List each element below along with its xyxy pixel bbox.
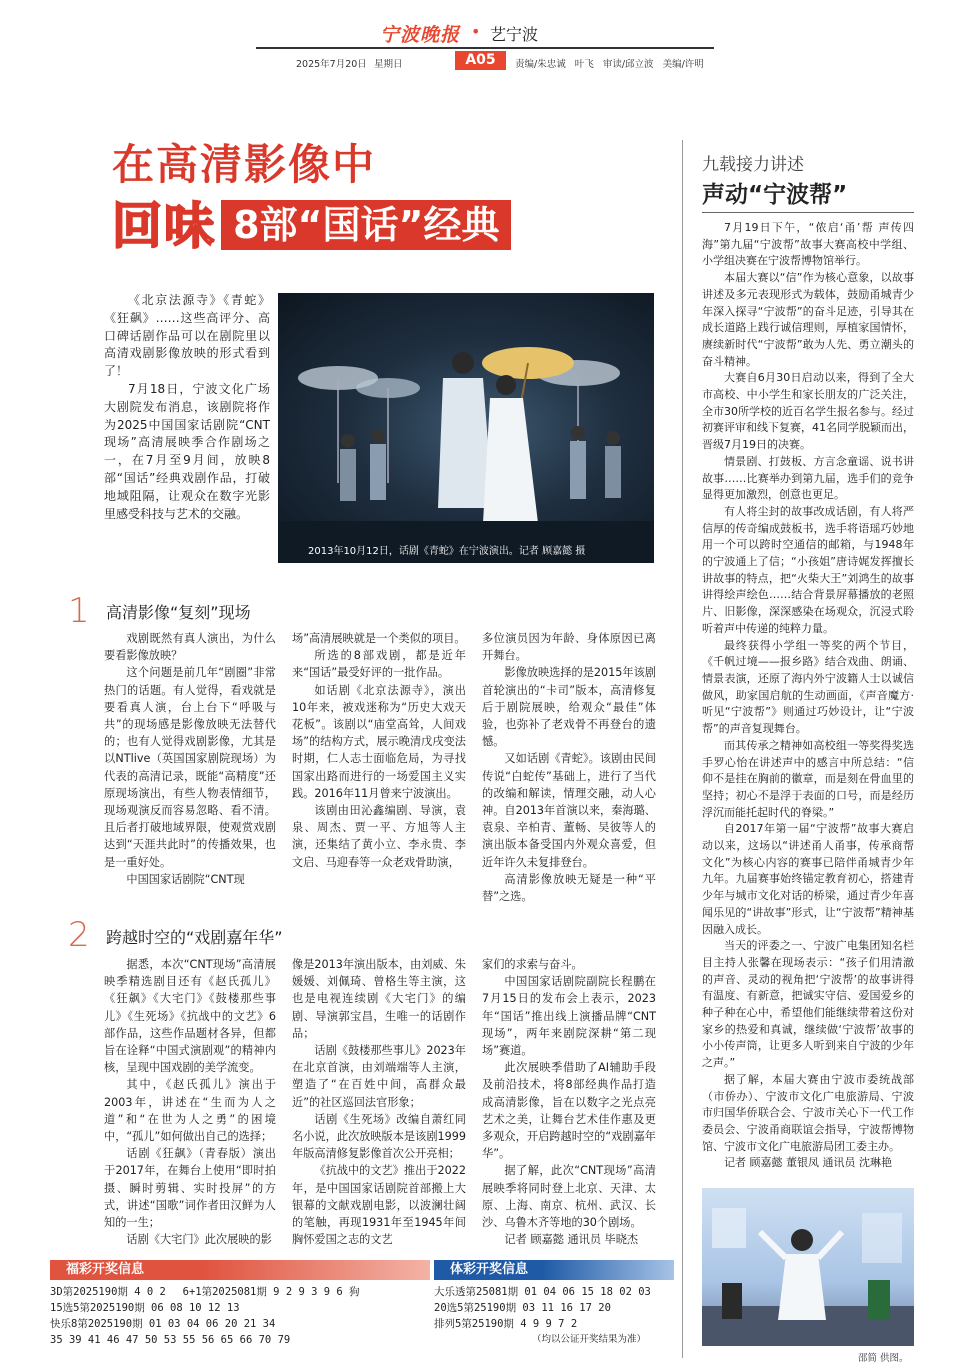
paragraph: 戏剧既然有真人演出，为什么要看影像放映？ — [104, 632, 276, 663]
welfare-line: 35 39 41 46 47 50 53 55 56 65 66 70 79 — [50, 1334, 291, 1346]
paragraph: 多位演员因为年龄、身体原因已离开舞台。 — [482, 632, 656, 663]
paragraph: 本届大赛以“信”作为核心意象，以故事讲述及多元表现形式为载体，鼓励甬城青少年深入探寻“宁波帮”的奋斗足迹，引导其在成长道路上践行诚信理则，厚植家国情怀，赓续新时代“宁波帮”敢为人先、勇立潮头的奋斗精神。 — [702, 271, 914, 368]
paragraph: 如话剧《北京法源寺》，演出10年来，被戏迷称为“历史大戏天花板”。该剧以“庙堂高耸，人间戏场”的结构方式，展示晚清戊戌变法时期，仁人志士面临危局，为寻找国家出路而进行的一场爱国主义实践。2016年11月曾来宁波演出。 — [292, 683, 466, 800]
lead-photo-caption: 2013年10月12日，话剧《青蛇》在宁波演出。记者 顾嘉懿 摄 — [308, 546, 586, 557]
paragraph: 家们的求索与奋斗。 — [482, 958, 583, 971]
performer-illustration — [702, 1188, 914, 1346]
paragraph: 该剧由田沁鑫编剧、导演，袁泉、周杰、贾一平、方旭等人主演，还集结了黄小立、李永贵、李文启、马迎春等一众老戏骨助演， — [292, 804, 466, 869]
lead-paragraph: 《北京法源寺》《青蛇》《狂飙》……这些高评分、高口碑话剧作品可以在剧院里以高清戏剧影像放映的形式看到了！ — [104, 293, 270, 379]
editor-credits — [515, 56, 704, 70]
section-2-number: 2 — [68, 915, 90, 955]
welfare-line: 15选5第2025190期 06 08 10 12 13 — [50, 1302, 240, 1314]
page-number: A05 — [465, 52, 496, 68]
byline: 记者 顾嘉懿 董银凤 通讯员 沈琳艳 — [724, 1156, 892, 1170]
paragraph: 高清影像放映无疑是一种“平替”之选。 — [482, 872, 656, 904]
section-1-column-1 — [104, 630, 276, 888]
paragraph: 中国国家话剧院副院长程鹏在7月15日的发布会上表示，2023年“国话”推出线上演播品牌“CNT现场”，两年来剧院深耕“第二现场”赛道。 — [482, 975, 656, 1058]
paragraph: 据了解，本届大赛由宁波市委统战部（市侨办）、宁波市文化广电旅游局、宁波市归国华侨联合会、宁波市关心下一代工作委员会、宁波甬商联谊会指导，宁波帮博物馆、宁波市文化广电旅游局团工委主办。 — [702, 1072, 914, 1153]
paragraph: 影像放映选择的是2015年该剧首轮演出的“卡司”版本，高清修复后于剧院展映，给观众“最佳”体验，也弥补了老戏骨不再登台的遗憾。 — [482, 666, 656, 749]
side-title: 声动“宁波帮” — [702, 182, 848, 208]
paragraph: 有人将尘封的故事改成话剧，有人将严信厚的传奇编成鼓板书，选手将语瑶巧妙地用一个可以跨时空通信的邮箱，与1948年的宁波通上了信；“小孩姐”唐诗娓发挥擅长讲故事的特点，把“火柴大王”刘鸿生的故事讲得绘声绘色……结合背景屏幕播放的老照片、旧影像，深深感染在场观众，沉浸式聆听着声中传递的纯粹力量。 — [702, 504, 914, 635]
issue-date: 2025年7月20日 — [296, 59, 367, 70]
headline-line-1: 在高清影像中 — [112, 140, 377, 189]
paragraph: 大赛自6月30日启动以来，得到了全大市高校、中小学生和家长朋友的广泛关注，全市30所学校的近百名学生报名参与。经过初赛评审和线下复赛，41名同学脱颖而出，晋级7月19日的决赛。 — [702, 371, 914, 452]
headline-hui-wei: 回味 — [112, 197, 216, 255]
section-1-column-2 — [292, 630, 466, 871]
byline: 记者 顾嘉懿 通讯员 毕晓杰 — [504, 1233, 639, 1247]
paragraph: 据悉，本次“CNT现场”高清展映季精选剧目还有《赵氏孤儿》《狂飙》《大宅门》《鼓楼那些事儿》《生死场》《抗战中的文艺》6部作品，这些作品题材各异，但都旨在诠释“中国式演剧观”的精神内核，呈现中国戏剧的美学流变。 — [104, 958, 276, 1075]
side-photo — [702, 1188, 914, 1346]
paragraph: 最终获得小学组一等奖的两个节目，《千帆过境——报乡路》结合戏曲、朗诵、情景表演，还原了海内外宁波籍人士以诚信做风，助家国启航的生动画面，《声音魔方·听见“宁波帮”》则通过巧妙设计，让“宁波帮”的声音复现舞台。 — [702, 638, 914, 736]
sports-lottery-title: 体彩开奖信息 — [450, 1262, 529, 1277]
section-1-column-3 — [482, 630, 656, 905]
sports-lottery — [434, 1260, 674, 1360]
section-2-column-1 — [104, 956, 276, 1248]
sports-lottery-header — [434, 1260, 674, 1280]
paragraph: 所选的8部戏剧，都是近年来“国话”最受好评的一批作品。 — [292, 649, 466, 680]
editor-2: 叶飞 — [574, 59, 594, 70]
art-editor: 美编/许明 — [662, 59, 704, 70]
paragraph: 中国国家话剧院“CNT现 — [126, 872, 245, 886]
proofreader: 审读/邱立波 — [602, 59, 654, 70]
side-body — [702, 220, 914, 1172]
side-title-rule — [702, 212, 914, 213]
editor: 责编/朱忠诚 — [515, 59, 566, 70]
issue-weekday: 星期日 — [374, 59, 403, 70]
section-2-column-2 — [292, 956, 466, 1248]
header-rule — [256, 47, 714, 49]
paragraph: 又如话剧《青蛇》。该剧由民间传说“白蛇传”基础上，进行了当代的改编和解读，情理交融，动人心神。自2013年首演以来，秦海璐、袁泉、辛柏青、董畅、吴彼等人的演出版本备受国内外观众喜爱，但近年许久未复排登台。 — [482, 752, 656, 869]
paragraph: 话剧《生死场》改编自萧红同名小说，此次放映版本是该剧1999年版高清修复影像首次公开亮相； — [292, 1112, 466, 1161]
masthead-separator: • — [471, 22, 481, 41]
lottery-note: （均以公证开奖结果为准） — [532, 1334, 647, 1345]
welfare-line: 3D第2025190期 4 0 2 6+1第2025081期 9 2 9 3 9 6 狗 — [50, 1286, 360, 1298]
paragraph: 7月19日下午，“侬启‘甬’帮 声传四海”第九届“宁波帮”故事大赛高校中学组、小学组决赛在宁波帮博物馆举行。 — [702, 221, 914, 268]
paragraph: 此次展映季借助了AI辅助手段及前沿技术，将8部经典作品打造成高清影像，旨在以数字之光点亮艺术之美，让舞台艺术佳作惠及更多观众，开启跨越时空的“戏剧嘉年华”。 — [482, 1061, 656, 1161]
paragraph: 《抗战中的文艺》推出于2022年，是中国国家话剧院首部搬上大银幕的文献戏剧电影，以波澜壮阔的笔触，再现1931年至1945年间胸怀爱国之志的文艺 — [292, 1164, 466, 1247]
paragraph: 话剧《大宅门》此次展映的影 — [126, 1233, 272, 1247]
welfare-line: 快乐8第2025190期 01 03 04 06 20 21 34 — [50, 1318, 276, 1330]
paragraph: 据了解，此次“CNT现场”高清展映季将同时登上北京、天津、太原、上海、南京、杭州、武汉、长沙、乌鲁木齐等地的30个剧场。 — [482, 1164, 656, 1230]
paragraph: 话剧《狂飙》（青春版）演出于2017年，在舞台上使用“即时拍摄、瞬时剪辑、实时投屏”的方式，讲述“国歌”词作者田汉鲜为人知的一生； — [104, 1147, 276, 1230]
side-kicker: 九载接力讲述 — [702, 155, 804, 175]
headline-classics: 8部“国话”经典 — [221, 200, 511, 250]
paragraph: 其中，《赵氏孤儿》演出于2003年，讲述在“生而为人之道”和“在世为人之勇”的困境中，“孤儿”如何做出自己的选择； — [104, 1078, 276, 1144]
section-1-number: 1 — [68, 591, 90, 631]
paragraph: 这个问题是前几年“剧圈”非常热门的话题。有人觉得，看戏就是要看真人演，台上台下“呼吸与共”的现场感是影像放映无法替代的；也有人觉得戏剧影像，尤其是以NTlive（英国国家剧院现场）为代表的高清记录，既能“高精度”还原现场演出，有些人物表情细节，现场观演反而容易忽略、看不清。且后者打破地域界限，使观赏戏剧达到“天涯共此时”的传播效果，也是一重好处。 — [104, 666, 276, 869]
paragraph: 场”高清展映就是一个类似的项目。 — [292, 632, 466, 645]
side-column-divider — [682, 140, 683, 1358]
paragraph: 话剧《鼓楼那些事儿》2023年在北京首演，由刘端端等人主演，塑造了“在百姓中间，高群众最近”的社区巡回法官形象； — [292, 1044, 466, 1109]
masthead — [0, 0, 956, 74]
welfare-lottery-header — [50, 1260, 430, 1280]
page-number-badge — [455, 51, 506, 70]
paragraph: 当天的评委之一、宁波广电集团知名栏目主持人张馨在现场表示：“孩子们用清澈的声音、灵动的视角把‘宁波帮’的故事讲得有温度、有新意，把诚实守信、爱国爱乡的种子种在心中，希望他们能继续带着这份对家乡的热爱和真诚，继续做‘宁波帮’故事的小小传声筒，让更多人听到来自宁波的少年之声。” — [702, 939, 914, 1070]
lead-text — [104, 292, 270, 523]
paragraph: 自2017年第一届“宁波帮”故事大赛启动以来，这场以“讲述甬人甬事，传承商帮文化”为核心内容的赛事已陪伴甬城青少年九年。九届赛事始终锚定教育初心，搭建青少年与城市文化对话的桥梁，通过青少年喜闻乐见的“讲故事”形式，让“宁波帮”精神基因融入成长。 — [702, 822, 914, 936]
section-2-title: 跨越时空的“戏剧嘉年华” — [106, 928, 283, 947]
sports-line: 大乐透第25081期 01 04 06 15 18 02 03 — [434, 1286, 651, 1298]
paragraph: 情景剧、打鼓板、方言念童谣、说书讲故事……比赛举办到第九届，选手们的竞争显得更加激烈，创意也更足。 — [702, 454, 914, 502]
lead-paragraph: 7月18日，宁波文化广场大剧院发布消息，该剧院将作为2025中国国家话剧院“CNT现场”高清展映季合作剧场之一，在7月至9月间，放映8部“国话”经典戏剧作品，打破地域阻隔，让观众在数字光影里感受科技与艺术的交融。 — [104, 381, 270, 521]
welfare-lottery — [50, 1260, 430, 1360]
paragraph: 而其传承之精神如高校组一等奖得奖选手罗心怡在讲述声中的感言中所总结：“信仰不是挂在胸前的徽章，而是刻在骨血里的坚持；初心不是浮于表面的口号，而是经历浮沉而能托起时代的脊梁。” — [702, 738, 914, 819]
stage-scene-illustration — [278, 293, 654, 563]
headline-line-2 — [112, 196, 511, 256]
welfare-lottery-title: 福彩开奖信息 — [66, 1262, 145, 1277]
lead-photo — [278, 293, 654, 563]
sports-line: 排列5第25190期 4 9 9 7 2 — [434, 1318, 578, 1330]
sports-line: 20选5第25190期 03 11 16 17 20 — [434, 1302, 611, 1314]
paper-name: 宁波晚报 — [380, 24, 461, 46]
section-name: 艺宁波 — [490, 25, 539, 44]
side-photo-caption: 邵简 供图。 — [858, 1353, 909, 1364]
section-1-title: 高清影像“复刻”现场 — [106, 603, 251, 622]
section-2-column-3 — [482, 956, 656, 1248]
paragraph: 像是2013年演出版本，由刘威、朱媛媛、刘佩琦、曾格生等主演，这也是电视连续剧《大宅门》的编剧、导演郭宝昌，生唯一的话剧作品； — [292, 958, 466, 1040]
